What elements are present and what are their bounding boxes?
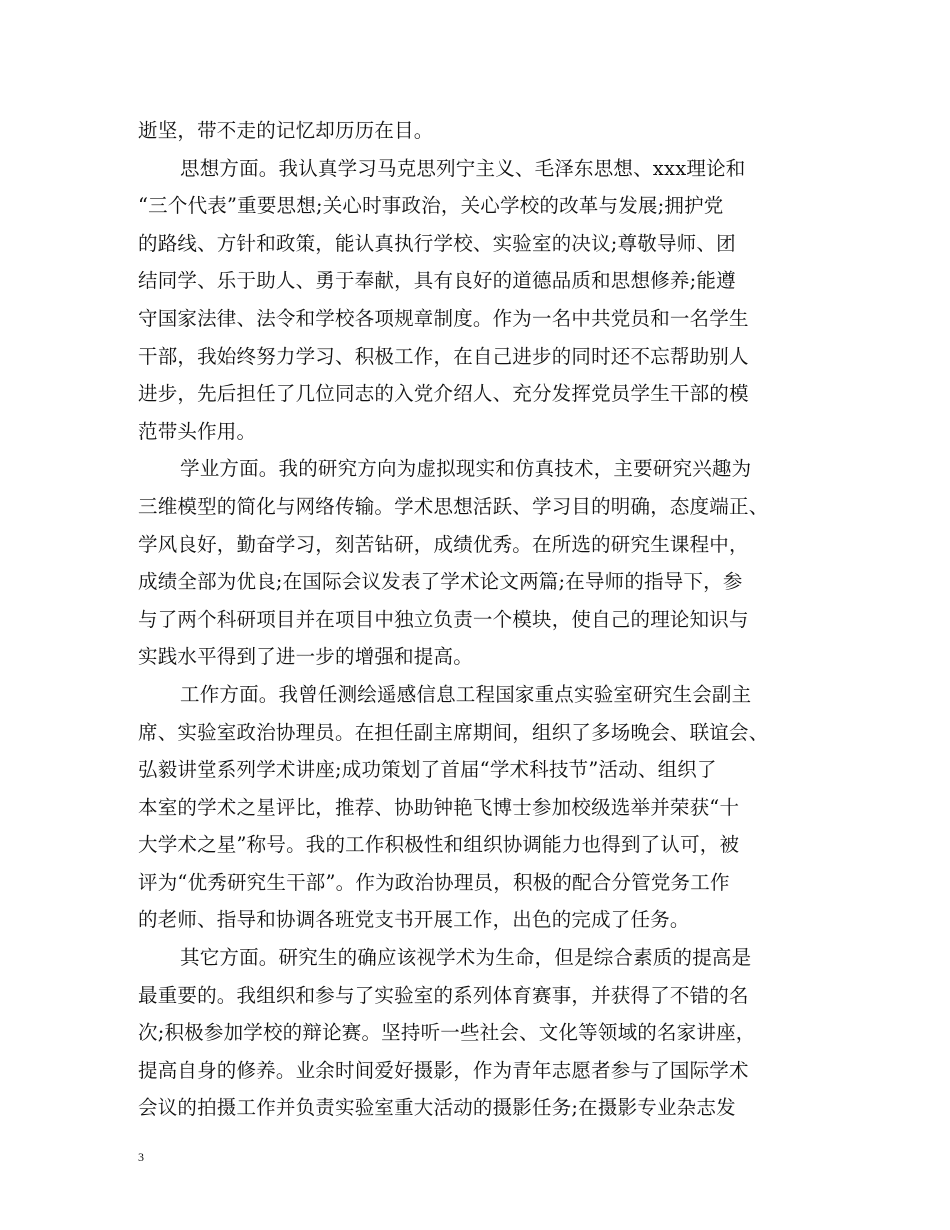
text-line: 结同学、乐于助人、勇于奉献，具有良好的道德品质和思想修养;能遵	[138, 269, 736, 293]
text-line: “三个代表”重要思想;关心时事政治，关心学校的改革与发展;拥护党	[138, 194, 724, 218]
text-line: 守国家法律、法令和学校各项规章制度。作为一名中共党员和一名学生	[138, 306, 749, 330]
text-line: 成绩全部为优良;在国际会议发表了学术论文两篇;在导师的指导下，参	[138, 570, 743, 594]
text-line: 三维模型的简化与网络传输。学术思想活跃、学习目的明确，态度端正、	[138, 494, 769, 518]
text-line: 评为“优秀研究生干部”。作为政治协理员，积极的配合分管党务工作	[138, 870, 730, 894]
text-line: 会议的拍摄工作并负责实验室重大活动的摄影任务;在摄影专业杂志发	[138, 1096, 736, 1120]
page-number: 3	[138, 1150, 144, 1164]
text-line: 干部，我始终努力学习、积极工作，在自己进步的同时还不忘帮助别人	[138, 344, 749, 368]
text-line: 与了两个科研项目并在项目中独立负责一个模块，使自己的理论知识与	[138, 607, 749, 631]
text-line: 工作方面。我曾任测绘遥感信息工程国家重点实验室研究生会副主	[180, 682, 752, 706]
text-line: 思想方面。我认真学习马克思列宁主义、毛泽东思想、xxx理论和	[180, 156, 746, 180]
text-line: 逝坚，带不走的记忆却历历在目。	[138, 119, 434, 142]
text-line: 提高自身的修养。业余时间爱好摄影，作为青年志愿者参与了国际学术	[138, 1058, 749, 1082]
text-line: 其它方面。研究生的确应该视学术为生命，但是综合素质的提高是	[180, 946, 752, 970]
text-line: 学业方面。我的研究方向为虚拟现实和仿真技术，主要研究兴趣为	[180, 457, 752, 481]
text-line: 最重要的。我组织和参与了实验室的系列体育赛事，并获得了不错的名	[138, 983, 749, 1007]
text-line: 学风良好，勤奋学习，刻苦钻研，成绩优秀。在所选的研究生课程中，	[138, 532, 749, 556]
text-line: 弘毅讲堂系列学术讲座;成功策划了首届“学术科技节”活动、组织了	[138, 758, 717, 782]
text-line: 的老师、指导和协调各班党支书开展工作，出色的完成了任务。	[138, 908, 690, 932]
text-line: 席、实验室政治协理员。在担任副主席期间，组织了多场晚会、联谊会、	[138, 720, 769, 744]
text-line: 实践水平得到了进一步的增强和提高。	[138, 645, 473, 669]
text-line: 的路线、方针和政策，能认真执行学校、实验室的决议;尊敬导师、团	[138, 231, 736, 255]
body-text	[138, 112, 822, 1127]
text-line: 大学术之星”称号。我的工作积极性和组织协调能力也得到了认可，被	[138, 833, 740, 857]
text-line: 本室的学术之星评比，推荐、协助钟艳飞博士参加校级选举并荣获“十	[138, 795, 740, 819]
text-line: 次;积极参加学校的辩论赛。坚持听一些社会、文化等领域的名家讲座，	[138, 1021, 756, 1045]
text-line: 范带头作用。	[138, 419, 257, 443]
text-line: 进步，先后担任了几位同志的入党介绍人、充分发挥党员学生干部的模	[138, 382, 749, 406]
